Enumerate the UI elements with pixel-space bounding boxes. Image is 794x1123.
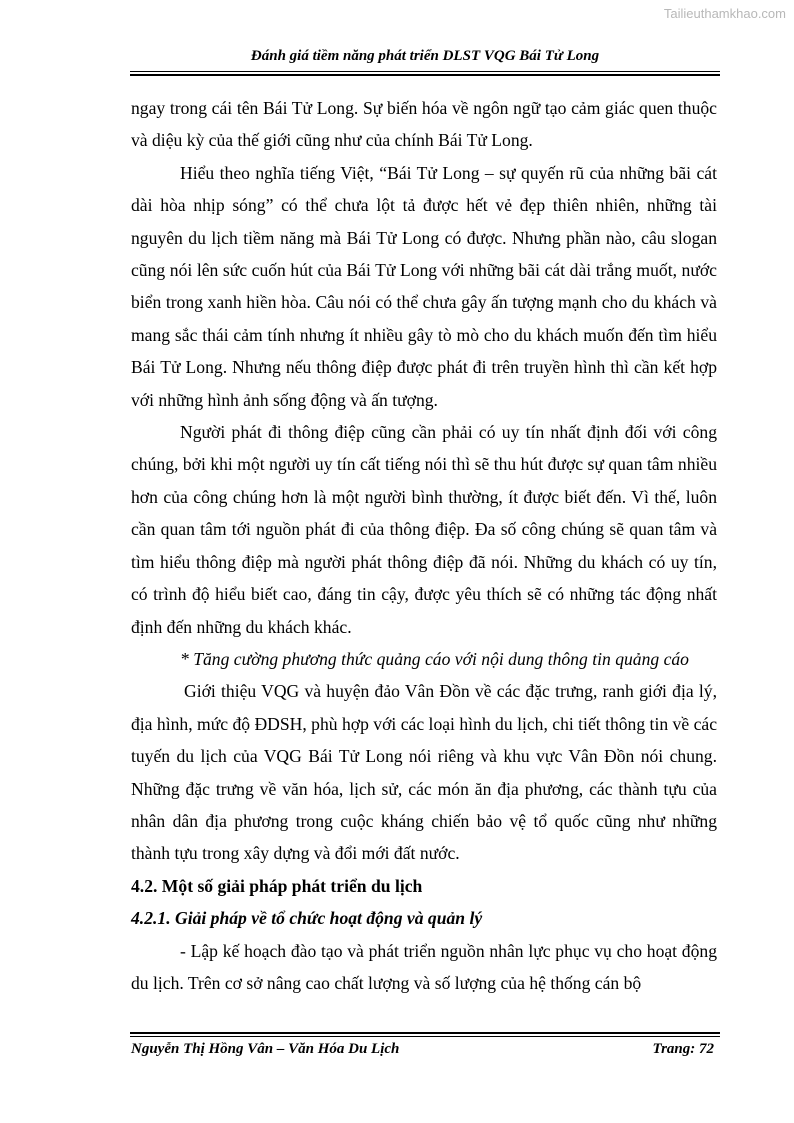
italic-subheading: * Tăng cường phương thức quảng cáo với nội dung thông tin quảng cáo <box>180 648 689 669</box>
subsection-heading: 4.2.1. Giải pháp về tổ chức hoạt động và quản lý <box>131 908 483 929</box>
paragraph: Giới thiệu VQG và huyện đảo Vân Đồn về các đặc trưng, ranh giới địa lý, địa hình, mức độ ĐDSH, phù hợp với các loại hình du lịch, chi tiết thông tin về các tuyến du lịch của VQG Bái Tử Long nói riêng và khu vực Vân Đồn nói chung. Những đặc trưng về văn hóa, lịch sử, các món ăn địa phương, các thành tựu của nhân dân địa phương trong cuộc kháng chiến bảo vệ tổ quốc cũng như những thành tựu trong xây dựng và đổi mới đất nước. <box>131 681 717 864</box>
document-body <box>131 92 717 999</box>
footer-divider <box>130 1032 720 1037</box>
paragraph: - Lập kế hoạch đào tạo và phát triển nguồn nhân lực phục vụ cho hoạt động du lịch. Trên cơ sở nâng cao chất lượng và số lượng của hệ thống cán bộ <box>131 940 717 993</box>
footer-page-number: Trang: 72 <box>652 1041 714 1057</box>
footer-author: Nguyễn Thị Hồng Vân – Văn Hóa Du Lịch <box>131 1041 400 1057</box>
paragraph: Hiểu theo nghĩa tiếng Việt, “Bái Tử Long – sự quyến rũ của những bãi cát dài hòa nhịp sóng” có thể chưa lột tả được hết vẻ đẹp thiên nhiên, những tài nguyên du lịch tiềm năng mà Bái Tử Long có được. Nhưng phần nào, câu slogan cũng nói lên sức cuốn hút của Bái Tử Long với những bãi cát dài trắng muốt, nước biển trong xanh hiền hòa. Câu nói có thể chưa gây ấn tượng mạnh cho du khách và mang sắc thái cảm tính nhưng ít nhiều gây tò mò cho du khách muốn đến tìm hiểu Bái Tử Long. Nhưng nếu thông điệp được phát đi trên truyền hình thì cần kết hợp với những hình ảnh sống động và ấn tượng. <box>131 162 717 410</box>
section-heading: 4.2. Một số giải pháp phát triển du lịch <box>131 875 423 896</box>
page-header-title: Đánh giá tiềm năng phát triển DLST VQG Bái Tử Long <box>250 48 600 64</box>
watermark-text: Tailieuthamkhao.com <box>663 6 786 21</box>
paragraph: Người phát đi thông điệp cũng cần phải có uy tín nhất định đối với công chúng, bởi khi một người uy tín cất tiếng nói thì sẽ thu hút được sự quan tâm nhiều hơn của công chúng hơn là một người bình thường, ít được biết đến. Vì thế, luôn cần quan tâm tới nguồn phát đi của thông điệp. Đa số công chúng sẽ quan tâm và tìm hiểu thông điệp mà người phát thông điệp đã nói. Những du khách có uy tín, có trình độ hiểu biết cao, đáng tin cậy, được yêu thích sẽ có những tác động nhất định đến những du khách khác. <box>131 422 717 637</box>
paragraph: ngay trong cái tên Bái Tử Long. Sự biến hóa về ngôn ngữ tạo cảm giác quen thuộc và diệu kỳ của thế giới cũng như của chính Bái Tử Long. <box>131 98 717 151</box>
